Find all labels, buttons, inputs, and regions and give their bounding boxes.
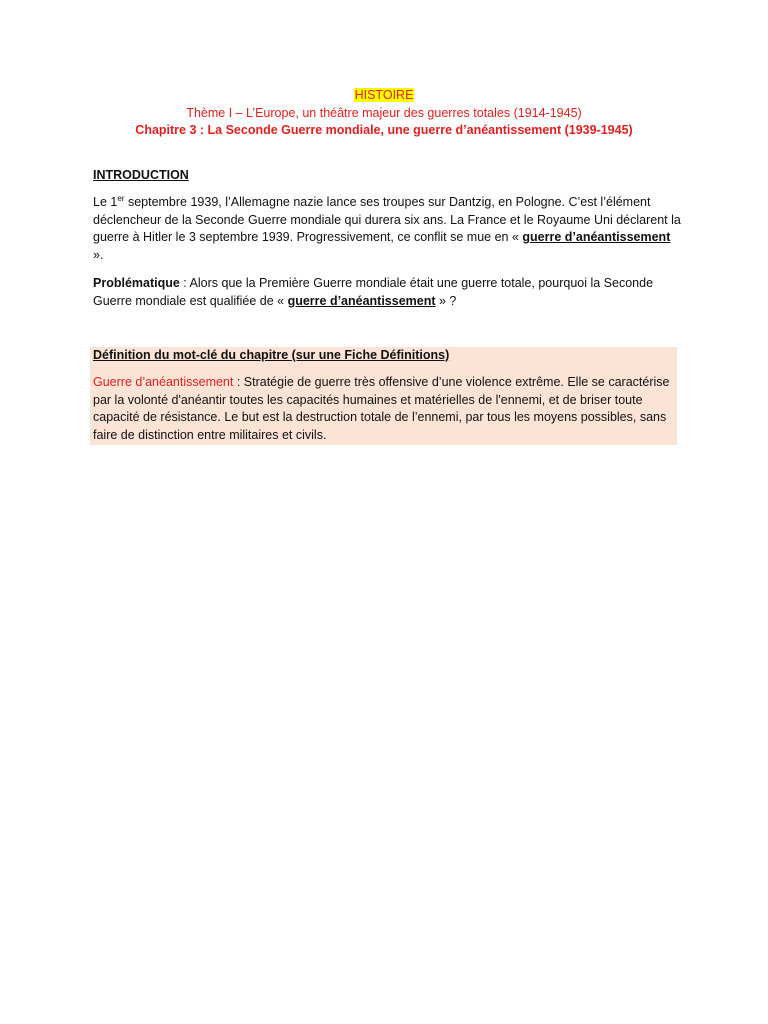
intro-text-start: Le 1 bbox=[93, 195, 118, 209]
theme-title: Thème I – L’Europe, un théâtre majeur des guerres totales (1914-1945) bbox=[186, 105, 582, 120]
intro-key-term: guerre d’anéantissement bbox=[522, 230, 671, 244]
introduction-paragraph bbox=[93, 194, 683, 264]
intro-text-end: ». bbox=[93, 247, 104, 262]
problematique-key-term: guerre d’anéantissement bbox=[287, 293, 436, 308]
problematique-text-end: » ? bbox=[435, 293, 457, 308]
document-header bbox=[0, 87, 768, 140]
definition-term: Guerre d’anéantissement bbox=[93, 375, 234, 389]
problematique-paragraph bbox=[93, 275, 683, 310]
chapter-title: Chapitre 3 : La Seconde Guerre mondiale, une guerre d’anéantissement (1939-1945) bbox=[135, 123, 633, 137]
ordinal-superscript: er bbox=[117, 193, 125, 203]
problematique-text: : Alors que la Première Guerre mondiale était une guerre totale, pourquoi la Seconde Guerre mondiale est qualifiée de « bbox=[93, 276, 654, 308]
definition-box bbox=[90, 347, 677, 445]
subject-highlight: HISTOIRE bbox=[354, 88, 414, 102]
intro-text-body: septembre 1939, l’Allemagne nazie lance ses troupes sur Dantzig, en Pologne. C’est l’élément déclencheur de la Seconde Guerre mondiale qui durera six ans. La France et le Royaume Uni déclarent la guerre à Hitler le 3 septembre 1939. Progressivement, ce conflit se mue en « bbox=[93, 195, 681, 244]
definition-body: : Stratégie de guerre très offensive d’une violence extrême. Elle se caractérise par la volonté d'anéantir toutes les capacités humaines et matérielles de l'ennemi, et de briser toute capacité de résistance. Le but est la destruction totale de l’ennemi, par tous les moyens possibles, sans faire de distinction entre militaires et civils. bbox=[93, 375, 670, 442]
definition-heading: Définition du mot-clé du chapitre (sur une Fiche Définitions) bbox=[93, 348, 450, 362]
problematique-label: Problématique bbox=[93, 276, 180, 290]
definition-text bbox=[93, 374, 673, 444]
introduction-heading: INTRODUCTION bbox=[93, 168, 189, 182]
